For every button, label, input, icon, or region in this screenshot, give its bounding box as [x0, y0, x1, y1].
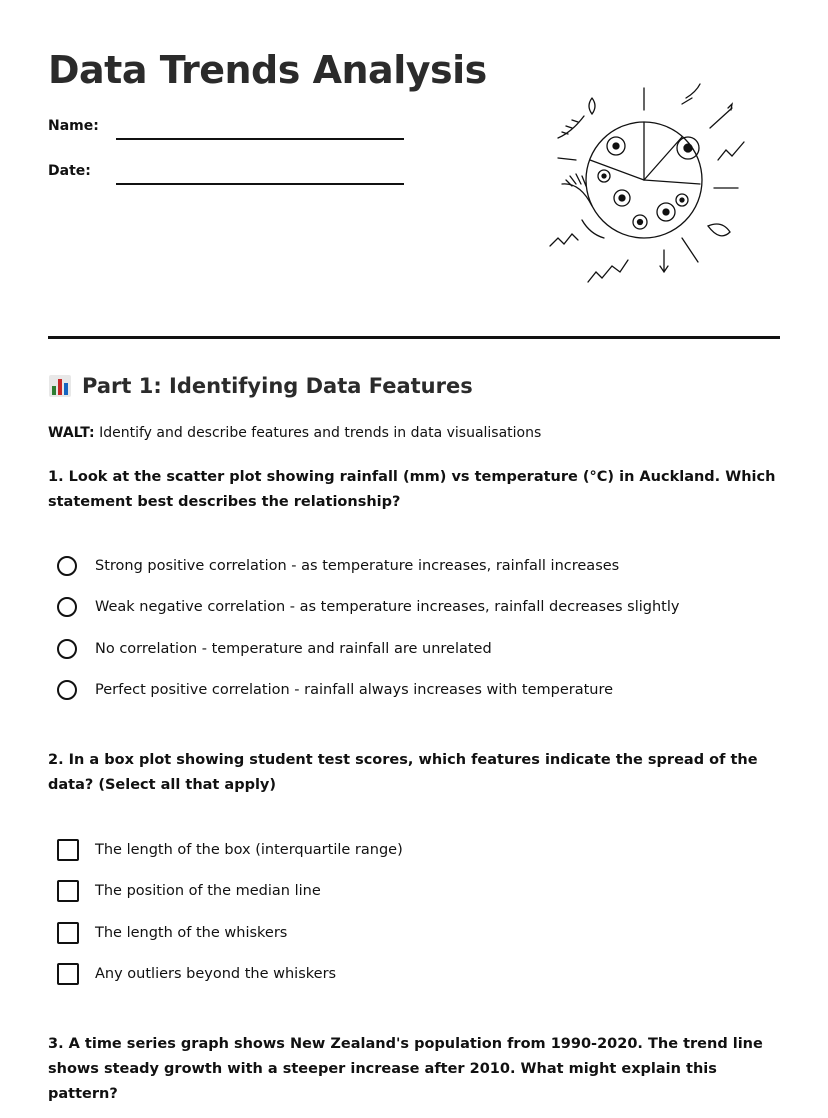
question-1-text: 1. Look at the scatter plot showing rainfall (mm) vs temperature (°C) in Auckland. Which statement best describes the relationship?: [48, 469, 776, 510]
section-divider: [48, 336, 780, 339]
checkbox[interactable]: [57, 922, 79, 944]
question-2-text: 2. In a box plot showing student test scores, which features indicate the spread of the data? (Select all that apply): [48, 752, 758, 793]
page-title: Data Trends Analysis: [48, 48, 487, 92]
date-field[interactable]: [116, 183, 404, 185]
radio-button[interactable]: [57, 680, 77, 700]
bar-chart-icon: [48, 374, 72, 398]
q2-option-label: Any outliers beyond the whiskers: [95, 966, 337, 982]
checkbox[interactable]: [57, 880, 79, 902]
radio-button[interactable]: [57, 597, 77, 617]
q2-option-label: The length of the whiskers: [95, 925, 288, 941]
checkbox[interactable]: [57, 963, 79, 985]
q1-option[interactable]: [57, 556, 619, 576]
part1-heading-text: Part 1: Identifying Data Features: [82, 374, 473, 398]
part1-heading: [48, 374, 473, 398]
name-label: Name:: [48, 118, 99, 134]
q2-option-label: The length of the box (interquartile range): [95, 842, 403, 858]
question-3-text: 3. A time series graph shows New Zealand's population from 1990-2020. The trend line shows steady growth with a steeper increase after 2010. What might explain this pattern?: [48, 1036, 763, 1102]
q1-option[interactable]: [57, 639, 492, 659]
name-field[interactable]: [116, 138, 404, 140]
q2-option-label: The position of the median line: [95, 883, 321, 899]
radio-button[interactable]: [57, 556, 77, 576]
floral-pie-chart-illustration: [532, 80, 762, 290]
walt-text: Identify and describe features and trends in data visualisations: [94, 425, 542, 441]
q1-option-label: Perfect positive correlation - rainfall always increases with temperature: [95, 682, 614, 698]
checkbox[interactable]: [57, 839, 79, 861]
q1-option[interactable]: [57, 597, 679, 617]
q1-option-label: No correlation - temperature and rainfall are unrelated: [95, 641, 492, 657]
q1-option-label: Strong positive correlation - as temperature increases, rainfall increases: [95, 558, 620, 574]
q2-option[interactable]: [57, 839, 403, 861]
q2-option[interactable]: [57, 922, 287, 944]
date-label: Date:: [48, 163, 91, 179]
q1-option[interactable]: [57, 680, 613, 700]
q2-option[interactable]: [57, 880, 321, 902]
radio-button[interactable]: [57, 639, 77, 659]
q2-option[interactable]: [57, 963, 336, 985]
q1-option-label: Weak negative correlation - as temperature increases, rainfall decreases slightly: [95, 599, 680, 615]
walt-label: WALT:: [48, 425, 95, 441]
walt-statement: [48, 425, 541, 441]
